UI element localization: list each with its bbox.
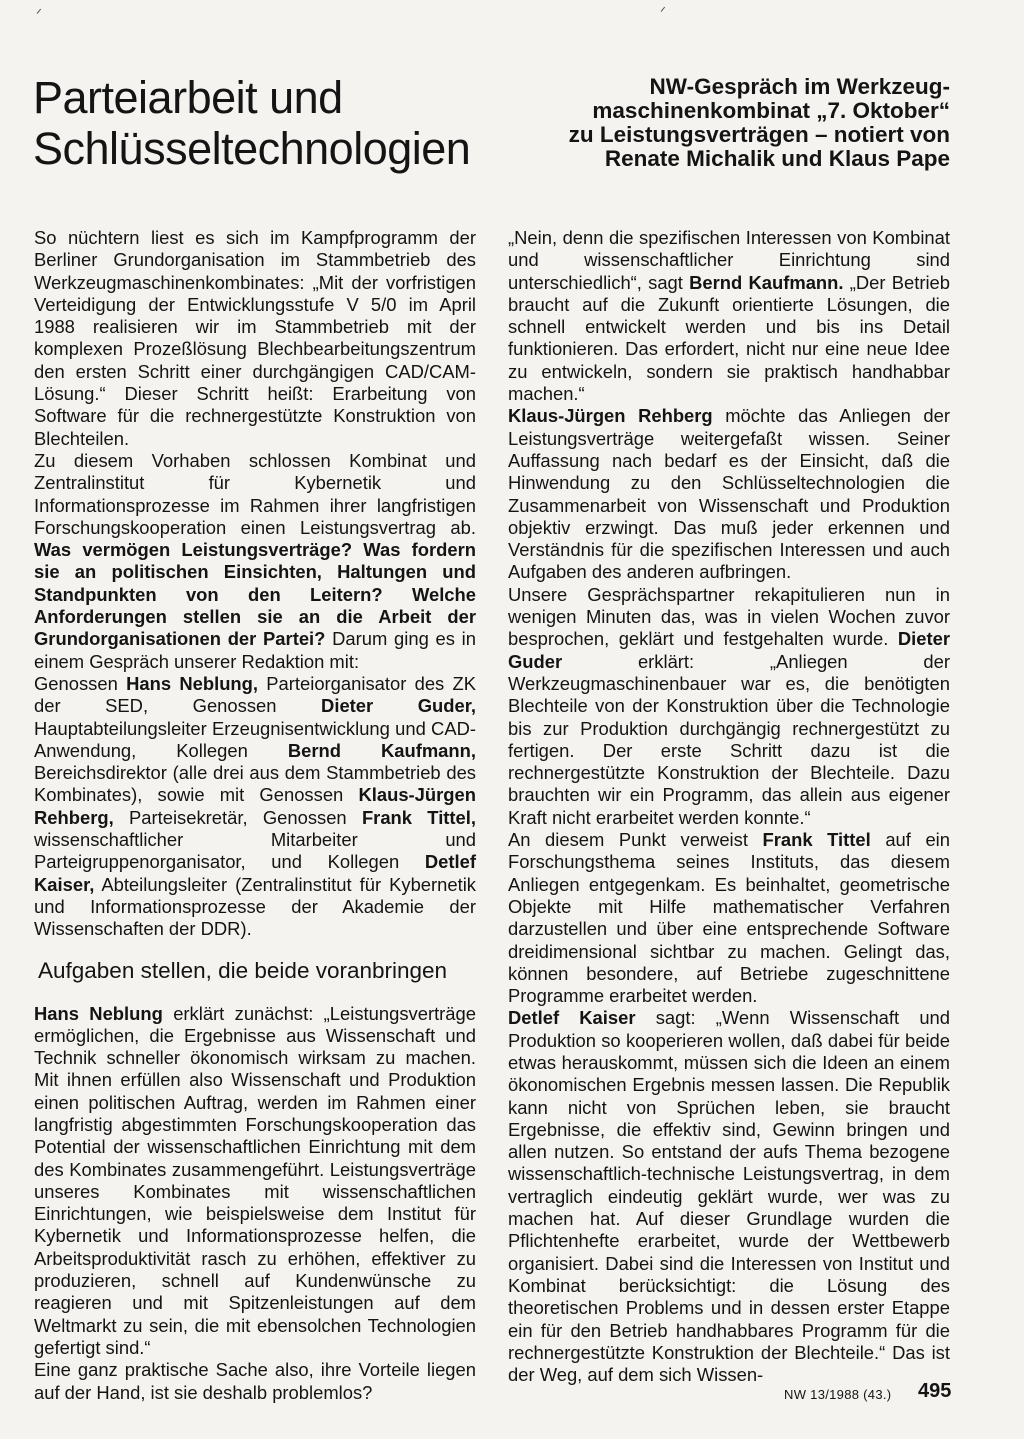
person-name: Detlef Kaiser,	[34, 851, 476, 895]
paragraph-intro: So nüchtern liest es sich im Kampfprogramm der Berliner Grundorganisation im Stammbetrieb des Werkzeugmaschinenkombinates: „Mit der vorfristigen Verteidigung der Entwicklungsstufe V 5/0 im April 1988 realisieren wir im Stammbetrieb mit der komplexen Prozeßlösung Blechbearbeitungszentrum den ersten Schritt einer durchgängigen CAD/CAM-Lösung.“ Dieser Schritt heißt: Erarbeitung von Software für die rechnergestützte Konstruktion von Blechteilen.	[34, 227, 476, 449]
subtitle-line-1: NW-Gespräch im Werkzeug-	[649, 74, 950, 99]
text-span: möchte das Anliegen der Leistungsverträge weitergefaßt wissen. Seiner Auffassung nach bedarf es der Einsicht, daß die Hinwendung zu den Schlüsseltechnologien die Zusammenarbeit von Wissenschaft und Produktion objektiv erzwingt. Das muß jeder erkennen und Verständnis für die spezifischen Interessen und auch Aufgaben des anderen aufbringen.	[508, 405, 950, 583]
text-span: wissenschaftlicher Mitarbeiter und Parteigruppenorganisator, und Kollegen	[34, 829, 476, 873]
paragraph-neblung	[34, 1003, 476, 1360]
text-span: erklärt: „Anliegen der Werkzeugmaschinenbauer war es, die benötigten Blechteile von der Konstruktion über die Technologie bis zur Produktion durchgängig rechnergestützt zu fertigen. Der erste Schritt dazu ist die rechnergestützte Konstruktion der Blechteile. Dazu brauchten wir ein Programm, das allein aus eigener Kraft nicht erarbeitet werden konnte.“	[508, 650, 950, 828]
paragraph-kaufmann	[508, 227, 950, 405]
text-span: Zu diesem Vorhaben schlossen Kombinat und Zentralinstitut für Kybernetik und Informationsprozesse im Rahmen ihrer langfristigen Forschungskooperation einen Leistungsvertrag ab.	[34, 449, 476, 538]
bold-questions: Was vermögen Leistungsverträge? Was fordern sie an politischen Einsichten, Haltungen und Standpunkten von den Leitern? Welche Anforderungen stellen sie an die Arbeit der Grundorganisationen der Partei?	[34, 539, 476, 650]
text-span: sagt: „Wenn Wissenschaft und Produktion so kooperieren wollen, daß dabei für beide etwas herauskommt, müssen sich die Ideen an einem ökonomischen Ergebnis messen lassen. Die Republik kann nicht von Sprüchen leben, sie braucht Ergebnisse, die effektiv sind, Gewinn bringen und allen nutzen. So entstand der aufs Thema bezogene wissenschaftlich-technische Leistungsvertrag, in dem vertraglich eindeutig geklärt wurde, wer was zu machen hat. Auf dieser Grundlage wurden die Pflichtenhefte erarbeitet, wurde der Wettbewerb organisiert. Dabei sind die Interessen von Institut und Kombinat berücksichtigt: die Lösung des theoretischen Problems und in dessen erster Etappe ein für den Betrieb handhabbares Programm für die rechnergestützte Konstruktion der Blechteile.“ Das ist der Weg, auf dem sich Wissen-	[508, 1007, 950, 1386]
issue-reference: NW 13/1988 (43.)	[784, 1387, 892, 1402]
section-subheading: Aufgaben stellen, die beide voranbringen	[38, 957, 448, 983]
person-name: Klaus-Jürgen Rehberg	[508, 405, 713, 427]
paragraph-question: Eine ganz praktische Sache also, ihre Vorteile liegen auf der Hand, ist sie deshalb problemlos?	[34, 1359, 476, 1403]
article-title	[33, 72, 533, 174]
text-span: Abteilungsleiter (Zentralinstitut für Kybernetik und Informationsprozesse der Akademie der Wissenschaften der DDR).	[34, 873, 476, 940]
text-span: Unsere Gesprächspartner rekapitulieren nun in wenigen Minuten das, was in vielen Wochen zuvor besprochen, geklärt und festgehalten wurde.	[508, 583, 950, 650]
title-line-2: Schlüsseltechnologien	[33, 123, 471, 174]
title-line-1: Parteiarbeit und	[33, 72, 343, 123]
article-subtitle	[490, 75, 950, 171]
text-span: Bereichsdirektor (alle drei aus dem Stammbetrieb des Kombinates), sowie mit Genossen	[34, 762, 476, 806]
right-column	[508, 227, 950, 1386]
person-name: Hans Neblung,	[126, 672, 259, 694]
scan-mark: ᐟ	[36, 6, 42, 22]
text-span: Hauptabteilungsleiter Erzeugnisentwicklung und CAD-Anwendung, Kollegen	[34, 717, 476, 761]
person-name: Detlef Kaiser	[508, 1007, 636, 1029]
paragraph-rehberg	[508, 405, 950, 583]
person-name: Dieter Guder,	[321, 695, 476, 717]
subtitle-line-3: zu Leistungsverträgen – notiert von	[568, 122, 950, 147]
paragraph-tittel	[508, 829, 950, 1007]
person-name: Frank Tittel	[762, 829, 871, 851]
subtitle-line-2: maschinenkombinat „7. Oktober“	[592, 98, 950, 123]
page-number: 495	[918, 1380, 952, 1402]
text-span: An diesem Punkt verweist	[508, 829, 763, 851]
text-span: Genossen	[34, 672, 127, 694]
paragraph-kaiser	[508, 1007, 950, 1386]
paragraph-participants	[34, 673, 476, 941]
scan-mark: ᐟ	[660, 4, 666, 20]
left-column	[34, 227, 476, 1404]
person-name: Dieter Guder	[508, 628, 950, 672]
text-span: erklärt zunächst: „Leistungsverträge ermöglichen, die Ergebnisse aus Wissenschaft und Technik schneller ökonomisch wirksam zu machen. Mit ihnen erfüllen also Wissenschaft und Produktion einen politischen Auftrag, werden im Rahmen einer langfristig abgestimmten Forschungskooperation das Potential der wissenschaftlichen Einrichtung mit dem des Kombinates zusammengeführt. Leistungsverträge unseres Kombinates mit wissenschaftlichen Einrichtungen, wie beispielsweise dem Institut für Kybernetik und Informationsprozesse helfen, die Arbeitsproduktivität rasch zu erhöhen, effektiver zu produzieren, schnell auf Kundenwünsche zu reagieren und mit Spitzenleistungen auf dem Weltmarkt zu sein, die mit ebensolchen Technologien gefertigt sind.“	[34, 1002, 476, 1358]
subtitle-line-4: Renate Michalik und Klaus Pape	[604, 146, 950, 171]
paragraph-guder	[508, 584, 950, 829]
text-span: Parteisekretär, Genossen	[113, 806, 362, 828]
person-name: Frank Tittel,	[361, 806, 476, 828]
text-span: „Der Betrieb braucht auf die Zukunft orientierte Lösungen, die schnell entwickelt werden und bis ins Detail funktionieren. Das erfordert, nicht nur eine neue Idee zu entwickeln, sondern sie praktisch handhabbar machen.“	[508, 271, 950, 405]
person-name: Bernd Kaufmann,	[287, 739, 476, 761]
person-name: Bernd Kaufmann.	[689, 271, 844, 293]
text-span: Parteiorganisator des ZK der SED, Genossen	[34, 672, 477, 717]
text-span: „Nein, denn die spezifischen Interessen von Kombinat und wissenschaftlicher Einrichtung sind unterschiedlich“, sagt	[508, 227, 950, 293]
person-name: Klaus-Jürgen Rehberg,	[34, 784, 476, 828]
person-name: Hans Neblung	[34, 1002, 163, 1024]
text-span: Darum ging es in einem Gespräch unserer Redaktion mit:	[34, 628, 476, 672]
paragraph-contract	[34, 450, 476, 673]
text-span: auf ein Forschungsthema seines Instituts, das diesem Anliegen entgegenkam. Es beinhaltet, geometrische Objekte mit Hilfe mathematischer Verfahren darzustellen und über eine entsprechende Software dreidimensional sichtbar zu machen. Gelingt das, können besondere, auf Betriebe zugeschnittene Programme erarbeitet werden.	[508, 829, 950, 1007]
